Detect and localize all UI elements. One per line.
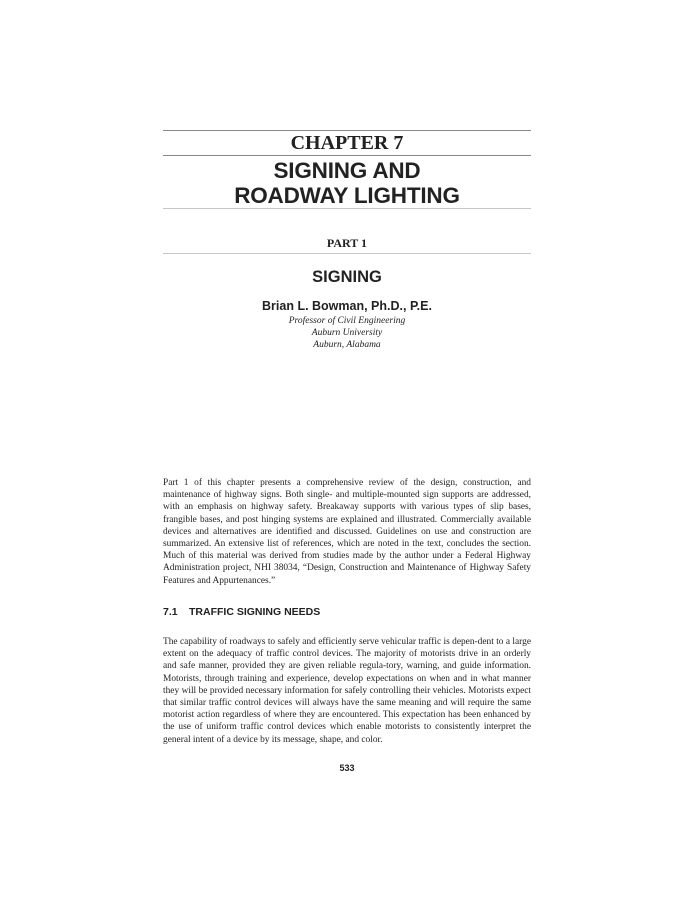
part-rule — [163, 253, 531, 254]
author-name: Brian L. Bowman, Ph.D., P.E. — [262, 299, 432, 313]
part-label: PART 1 — [326, 236, 368, 250]
chapter-title-line-1: SIGNING AND — [273, 158, 421, 183]
part-title: SIGNING — [312, 268, 382, 286]
section-title: TRAFFIC SIGNING NEEDS — [189, 606, 321, 618]
chapter-rule — [163, 155, 531, 156]
chapter-title — [163, 158, 531, 208]
section-body-paragraph: The capability of roadways to safely and efficiently serve vehicular traffic is depen-dent to a large extent on the adequacy of traffic control devices. The majority of motorists drive in an orderly and safe manner, provided they are given reliable regula-tory, warning, and guide information. Motorists, through training and experience, develop expectations on when and in what manner they will be provided necessary information for safely controlling their vehicles. Motorists expect that similar traffic control devices will always have the same meaning and will require the same motorist action regardless of where they are encountered. This expectation has been enhanced by the use of uniform traffic control devices which enable motorists to consistently interpret the general intent of a device by its message, shape, and color. — [163, 637, 531, 745]
page-number: 533 — [339, 763, 355, 773]
section-number: 7.1 — [163, 606, 178, 618]
top-rule — [163, 130, 531, 131]
author-location: Auburn, Alabama — [313, 340, 381, 350]
chapter-label: CHAPTER 7 — [290, 132, 404, 154]
author-position: Professor of Civil Engineering — [288, 316, 406, 326]
title-rule — [163, 208, 531, 209]
author-institution: Auburn University — [311, 328, 383, 338]
abstract-paragraph: Part 1 of this chapter presents a comprehensive review of the design, construction, and maintenance of highway signs. Both single- and multiple-mounted sign supports are addressed, with an emphasis on highway safety. Breakaway supports with various types of slip bases, frangible bases, and post hinging systems are explained and illustrated. Commercially available devices and alternatives are identified and discussed. Guidelines on use and construction are summarized. An extensive list of references, which are noted in the text, concludes the section. Much of this material was derived from studies made by the author under a Federal Highway Administration project, NHI 38034, “Design, Construction and Maintenance of Highway Safety Features and Appurtenances.” — [163, 478, 531, 586]
section-heading — [163, 606, 531, 619]
chapter-title-line-2: ROADWAY LIGHTING — [234, 183, 460, 208]
